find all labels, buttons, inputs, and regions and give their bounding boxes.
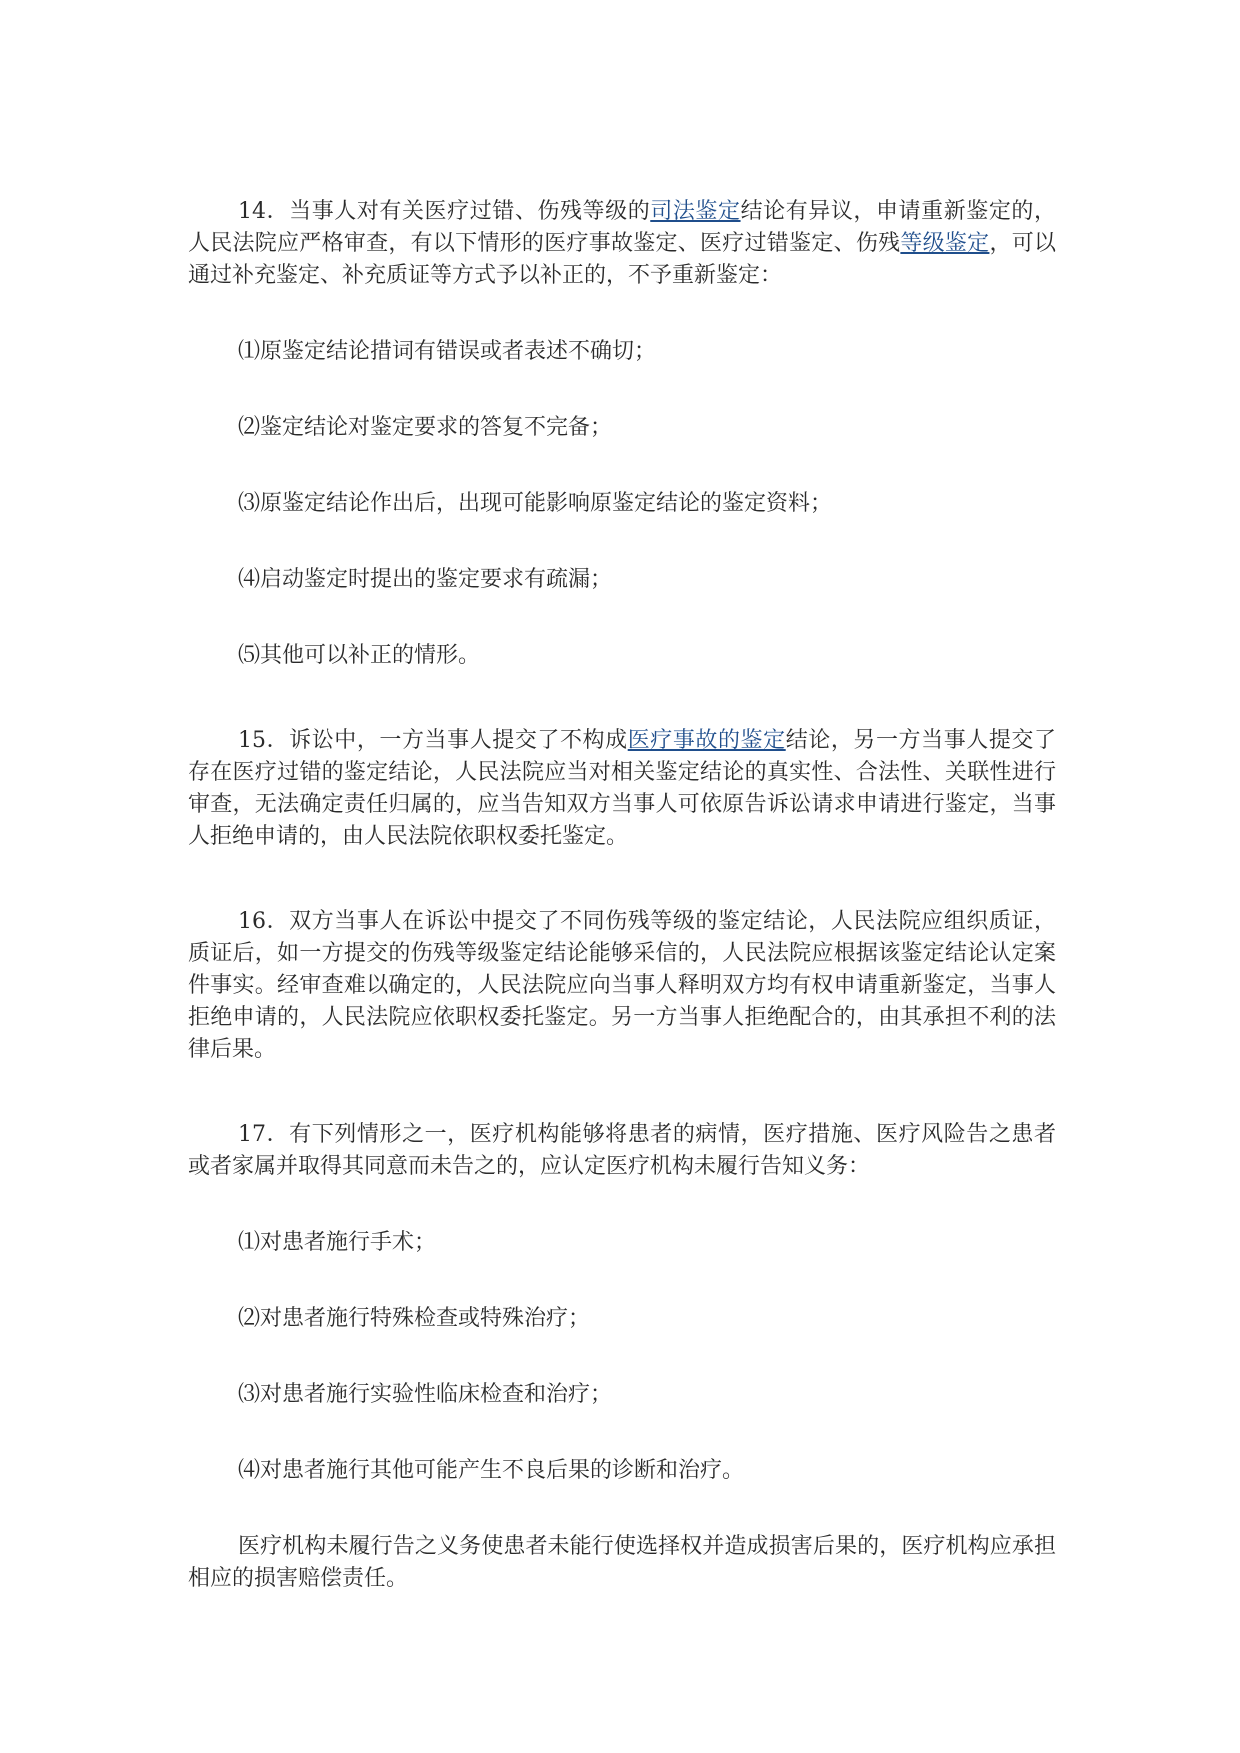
paragraph-14-text-2: 结论有异议，申请重新鉴定的，人民法院应严格审查，有以下情形的医疗事故鉴定、医疗过错鉴定、伤残 xyxy=(188,199,1056,256)
document-page xyxy=(188,196,1056,1595)
paragraph-15-text-1: 15．诉讼中，一方当事人提交了不构成 xyxy=(238,728,628,753)
paragraph-16: 16．双方当事人在诉讼中提交了不同伤残等级的鉴定结论，人民法院应组织质证，质证后，如一方提交的伤残等级鉴定结论能够采信的，人民法院应根据该鉴定结论认定案件事实。经审查难以确定的，人民法院应向当事人释明双方均有权申请重新鉴定，当事人拒绝申请的，人民法院应依职权委托鉴定。另一方当事人拒绝配合的，由其承担不利的法律后果。 xyxy=(188,909,1056,1062)
link-medical-accident-appraisal[interactable]: 医疗事故的鉴定 xyxy=(627,728,786,753)
list-item-14-5: ⑸其他可以补正的情形。 xyxy=(238,643,481,668)
paragraph-17: 17．有下列情形之一，医疗机构能够将患者的病情，医疗措施、医疗风险告之患者或者家属并取得其同意而未告之的，应认定医疗机构未履行告知义务： xyxy=(188,1122,1056,1179)
link-grade-appraisal[interactable]: 等级鉴定 xyxy=(900,231,990,256)
paragraph-14-text-1: 14．当事人对有关医疗过错、伤残等级的 xyxy=(238,199,651,224)
list-item-14-1: ⑴原鉴定结论措词有错误或者表述不确切； xyxy=(238,339,657,364)
list-item-17-4: ⑷对患者施行其他可能产生不良后果的诊断和治疗。 xyxy=(238,1458,745,1483)
paragraph-15 xyxy=(188,725,1056,853)
list-item-14-3: ⑶原鉴定结论作出后，出现可能影响原鉴定结论的鉴定资料； xyxy=(238,491,833,516)
list-item-17-2: ⑵对患者施行特殊检查或特殊治疗； xyxy=(238,1306,591,1331)
paragraph-14-text-3: ，可以通过补充鉴定、补充质证等方式予以补正的，不予重新鉴定： xyxy=(188,231,1056,288)
list-item-17-1: ⑴对患者施行手术； xyxy=(238,1230,437,1255)
paragraph-17-closing: 医疗机构未履行告之义务使患者未能行使选择权并造成损害后果的，医疗机构应承担相应的损害赔偿责任。 xyxy=(188,1534,1056,1591)
list-item-14-4: ⑷启动鉴定时提出的鉴定要求有疏漏； xyxy=(238,567,613,592)
list-item-14-2: ⑵鉴定结论对鉴定要求的答复不完备； xyxy=(238,415,613,440)
paragraph-15-text-2: 结论，另一方当事人提交了存在医疗过错的鉴定结论，人民法院应当对相关鉴定结论的真实性、合法性、关联性进行审查，无法确定责任归属的，应当告知双方当事人可依原告诉讼请求申请进行鉴定，当事人拒绝申请的，由人民法院依职权委托鉴定。 xyxy=(188,728,1056,849)
link-judicial-appraisal[interactable]: 司法鉴定 xyxy=(650,199,741,224)
list-item-17-3: ⑶对患者施行实验性临床检查和治疗； xyxy=(238,1382,613,1407)
paragraph-14 xyxy=(188,196,1056,292)
